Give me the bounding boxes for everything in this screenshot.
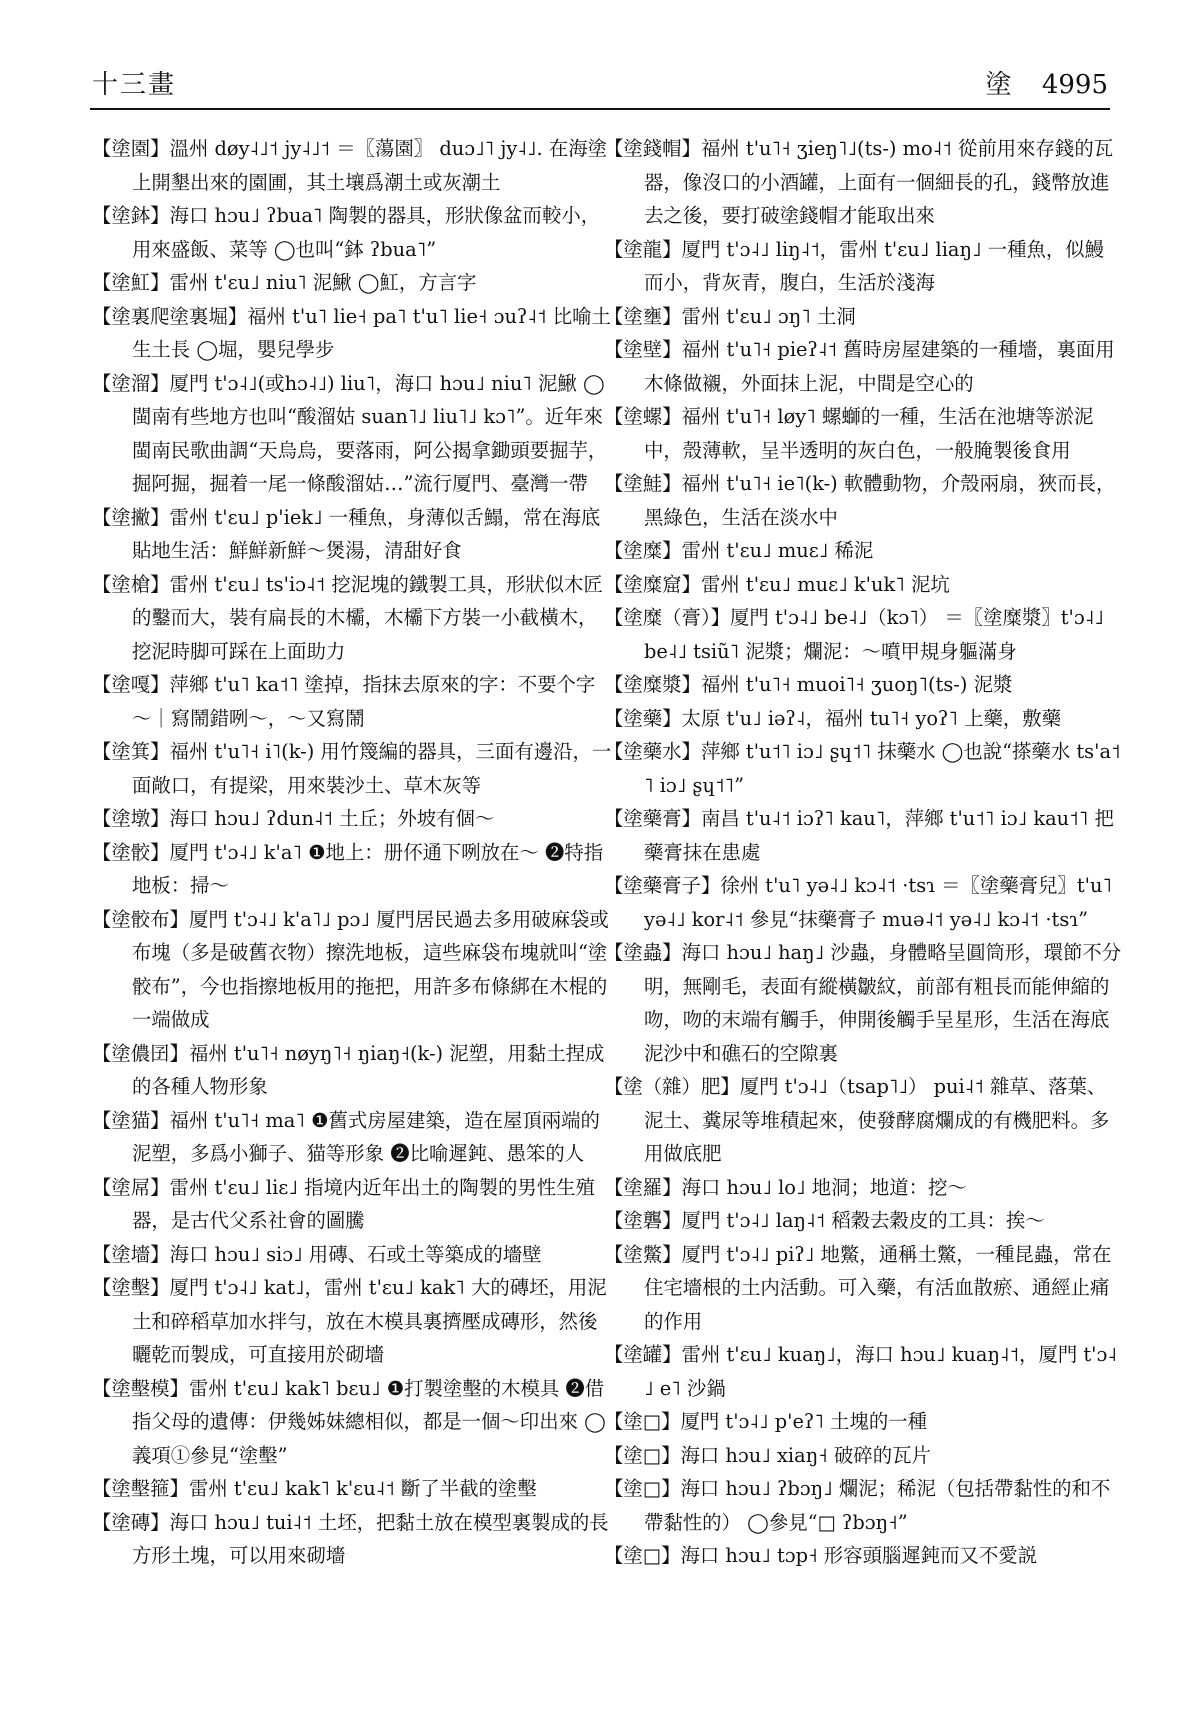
dictionary-entry: 【塗藥】太原 t'u˩ iəʔ˨，福州 tu˥˧ yoʔ˥ 上藥，敷藥 xyxy=(604,706,1062,730)
dictionary-entry: 【塗墩】海口 hɔu˩ ʔdun˨˦ 土丘；外坡有個～ xyxy=(92,807,495,830)
section-label: 十三畫 xyxy=(92,70,177,100)
dictionary-entry: 【塗藥水】萍鄉 t'u˦˥ iɔ˩ ʂɥ˦˥ 抹藥水 ◯也說“搽藥水 ts'a˦˥ iɔ˩ ʂɥ˦˥” xyxy=(604,740,1121,797)
dictionary-entry: 【塗□】海口 hɔu˩ ʔbɔŋ˩ 爛泥；稀泥（包括帶黏性的和不帶黏性的） ◯參見“□ ʔbɔŋ˧” xyxy=(604,1477,1111,1534)
header-rule xyxy=(90,108,1110,110)
dictionary-entry: 【塗龍】厦門 t'ɔ˨˩ liŋ˨˦，雷州 t'ɛu˩ liaŋ˩ 一種魚，似鰻而小，背灰青，腹白，生活於淺海 xyxy=(604,237,1105,294)
dictionary-entry: 【塗糜】雷州 t'ɛu˩ muɛ˩ 稀泥 xyxy=(604,539,874,562)
dictionary-entry: 【塗箕】福州 t'u˥˧ i˥(k-) 用竹篾編的器具，三面有邊沿，一面敞口，有提梁，用來裝沙土、草木灰等 xyxy=(92,740,612,797)
dictionary-entry: 【塗羅】海口 hɔu˩ lo˩ 地洞；地道：挖～ xyxy=(604,1175,967,1199)
dictionary-entry: 【塗骹】厦門 t'ɔ˨˩ k'a˥ ❶地上：册伓通下咧放在～ ❷特指地板：掃～ xyxy=(92,840,604,897)
dictionary-entry: 【塗磚】海口 hɔu˩ tui˨˦ 土坯，把黏土放在模型裏製成的長方形土塊，可以用來砌墻 xyxy=(92,1510,609,1567)
page-heading xyxy=(986,64,1108,101)
left-column xyxy=(92,132,612,1573)
dictionary-entry: 【塗屌】雷州 t'ɛu˩ liɛ˩ 指境内近年出土的陶製的男性生殖器，是古代父系社會的圖騰 xyxy=(92,1175,595,1232)
dictionary-entry: 【塗藥膏子】徐州 t'u˥ yə˨˩ kɔ˨˦ ·tsɿ ＝〖塗藥膏兒〗t'u˥ yə˨˩ kor˨˦ 參見“抹藥膏子 muə˨˦ yə˨˩ kɔ˨˦ ·tsɿ” xyxy=(604,874,1112,931)
dictionary-entry: 【塗墼模】雷州 t'ɛu˩ kak˥ bɛu˩ ❶打製塗墼的木模具 ❷借指父母的遺傳：伊幾姊妹總相似，都是一個～印出來 ◯義項①參見“塗墼” xyxy=(92,1376,606,1467)
dictionary-entry: 【塗墼】厦門 t'ɔ˨˩ kat˩，雷州 t'ɛu˩ kak˥ 大的磚坯，用泥土和碎稻草加水拌勻，放在木模具裏擠壓成磚形，然後曬乾而製成，可直接用於砌墻 xyxy=(92,1276,607,1366)
dictionary-entry: 【塗骹布】厦門 t'ɔ˨˩ k'a˥˩ pɔ˩ 厦門居民過去多用破麻袋或布塊（多是破舊衣物）擦洗地板，這些麻袋布塊就叫“塗骹布”，今也指擦地板用的拖把，用許多布條綁在木棍的一端做成 xyxy=(92,907,609,1031)
dictionary-entry: 【塗儂囝】福州 t'u˥˧ nøyŋ˥˧ ŋiaŋ˧(k-) 泥塑，用黏土捏成的各種人物形象 xyxy=(92,1041,605,1098)
dictionary-entry: 【塗□】海口 hɔu˩ xiaŋ˧ 破碎的瓦片 xyxy=(604,1443,931,1467)
dictionary-entry: 【塗罐】雷州 t'ɛu˩ kuaŋ˩，海口 hɔu˩ kuaŋ˨˦，厦門 t'ɔ˨˩ e˥ 沙鍋 xyxy=(604,1343,1117,1400)
dictionary-entry: 【塗魟】雷州 t'ɛu˩ niu˥ 泥鰍 ◯魟，方言字 xyxy=(92,271,477,294)
dictionary-entry: 【塗裏爬塗裏堀】福州 t'u˥ lie˧ pa˥ t'u˥ lie˧ ɔuʔ˨˦ 比喻土生土長 ◯堀，嬰兒學步 xyxy=(92,304,611,361)
dictionary-entry: 【塗嘎】萍鄉 t'u˥ ka˦˥ 塗掉，指抹去原來的字：不要个字～｜寫鬧錯咧～，～又寫鬧 xyxy=(92,673,596,730)
dictionary-entry: 【塗槍】雷州 t'ɛu˩ ts'iɔ˨˦ 挖泥塊的鐵製工具，形狀似木匠的鑿而大，裝有扁長的木欛，木欛下方裝一小截橫木，挖泥時脚可踩在上面助力 xyxy=(92,572,603,663)
dictionary-entry: 【塗蟲】海口 hɔu˩ haŋ˩ 沙蟲，身體略呈圓筒形，環節不分明，無剛毛，表面有縱橫皺紋，前部有粗長而能伸縮的吻，吻的末端有觸手，伸開後觸手呈星形，生活在海底泥沙中和礁石的空隙裏 xyxy=(604,941,1122,1065)
right-column xyxy=(604,132,1122,1573)
dictionary-entry: 【塗藥膏】南昌 t'u˨˦ iɔʔ˥ kau˥，萍鄉 t'u˦˥ iɔ˩ kau˦˥ 把藥膏抹在患處 xyxy=(604,807,1114,864)
dictionary-entry: 【塗鮭】福州 t'u˥˧ ie˥(k-) 軟體動物，介殼兩扇，狹而長，黑綠色，生活在淡水中 xyxy=(604,472,1116,529)
dictionary-entry: 【塗壁】福州 t'u˥˧ pieʔ˨˦ 舊時房屋建築的一種墻，裏面用木條做襯，外面抹上泥，中間是空心的 xyxy=(604,338,1115,395)
dictionary-entry: 【塗□】厦門 t'ɔ˨˩ p'eʔ˥ 土塊的一種 xyxy=(604,1410,928,1433)
dictionary-entry: 【塗糜窟】雷州 t'ɛu˩ muɛ˩ k'uk˥ 泥坑 xyxy=(604,572,950,596)
dictionary-entry: 【塗壅】雷州 t'ɛu˩ ɔŋ˥ 土洞 xyxy=(604,304,856,328)
dictionary-entry: 【塗糜（膏）】厦門 t'ɔ˨˩ be˨˩（kɔ˥） ＝〖塗糜漿〗t'ɔ˨˩ be˨˩ tsiũ˥ 泥漿；爛泥：～噴甲規身軀滿身 xyxy=(604,606,1104,663)
headword: 塗 xyxy=(985,70,1012,100)
dictionary-entry: 【塗墼箍】雷州 t'ɛu˩ kak˥ k'ɛu˨˦ 斷了半截的塗墼 xyxy=(92,1477,537,1500)
dictionary-entry: 【塗墻】海口 hɔu˩ siɔ˩ 用磚、石或土等築成的墻壁 xyxy=(92,1242,542,1266)
dictionary-entry: 【塗鱉】厦門 t'ɔ˨˩ piʔ˩ 地鱉，通稱土鱉，一種昆蟲，常在住宅墻根的土内活動。可入藥，有活血散瘀、通經止痛的作用 xyxy=(604,1242,1112,1333)
dictionary-entry: 【塗錢帽】福州 t'u˥˧ ʒieŋ˥˩(ts-) mo˨˦ 從前用來存錢的瓦器，像沒口的小酒罐，上面有一個細長的孔，錢幣放進去之後，要打破塗錢帽才能取出來 xyxy=(604,137,1114,227)
dictionary-entry: 【塗溜】厦門 t'ɔ˨˩(或hɔ˨˩) liu˥，海口 hɔu˩ niu˥ 泥鰍 ◯閩南有些地方也叫“酸溜姑 suan˥˩ liu˥˩ kɔ˥”。近年來閩南民歌曲調“天烏烏，要落雨，阿公揭拿鋤頭要掘芋，掘阿掘，掘着一尾一條酸溜姑…”流行厦門、臺灣一帶 xyxy=(92,371,608,495)
dictionary-entry: 【塗猫】福州 t'u˥˧ ma˥ ❶舊式房屋建築，造在屋頂兩端的泥塑，多爲小獅子、猫等形象 ❷比喻遲鈍、愚笨的人 xyxy=(92,1108,600,1165)
dictionary-entry: 【塗□】海口 hɔu˩ tɔp˧ 形容頭腦遲鈍而又不愛説 xyxy=(604,1544,1038,1567)
dictionary-entry: 【塗螺】福州 t'u˥˧ løy˥ 螺螄的一種，生活在池塘等淤泥中，殼薄軟，呈半透明的灰白色，一般腌製後食用 xyxy=(604,405,1094,462)
dictionary-entry: 【塗（雜）肥】厦門 t'ɔ˨˩（tsap˥˩） pui˨˦ 雜草、落葉、泥土、糞尿等堆積起來，使發酵腐爛成的有機肥料。多用做底肥 xyxy=(604,1075,1110,1165)
dictionary-entry: 【塗撇】雷州 t'ɛu˩ p'iek˩ 一種魚，身薄似舌鰨，常在海底貼地生活：鮮鮮新鮮～煲湯，清甜好食 xyxy=(92,505,601,562)
dictionary-entry: 【塗園】溫州 døy˨˩˦ jy˨˩˦ ＝〖蕩園〗 duɔ˩˥ jy˨˩. 在海塗上開墾出來的園圃，其土壤爲潮土或灰潮土 xyxy=(92,137,607,194)
dictionary-entry: 【塗糜漿】福州 t'u˥˧ muoi˥˧ ʒuoŋ˥(ts-) 泥漿 xyxy=(604,673,1013,696)
page-number: 4995 xyxy=(1041,70,1108,100)
dictionary-entry: 【塗鉢】海口 hɔu˩ ʔbua˥ 陶製的器具，形狀像盆而較小，用來盛飯、菜等 ◯也叫“鉢 ʔbua˥” xyxy=(92,204,601,261)
dictionary-entry: 【塗礱】厦門 t'ɔ˨˩ laŋ˨˦ 稻穀去穀皮的工具：挨～ xyxy=(604,1209,1045,1232)
